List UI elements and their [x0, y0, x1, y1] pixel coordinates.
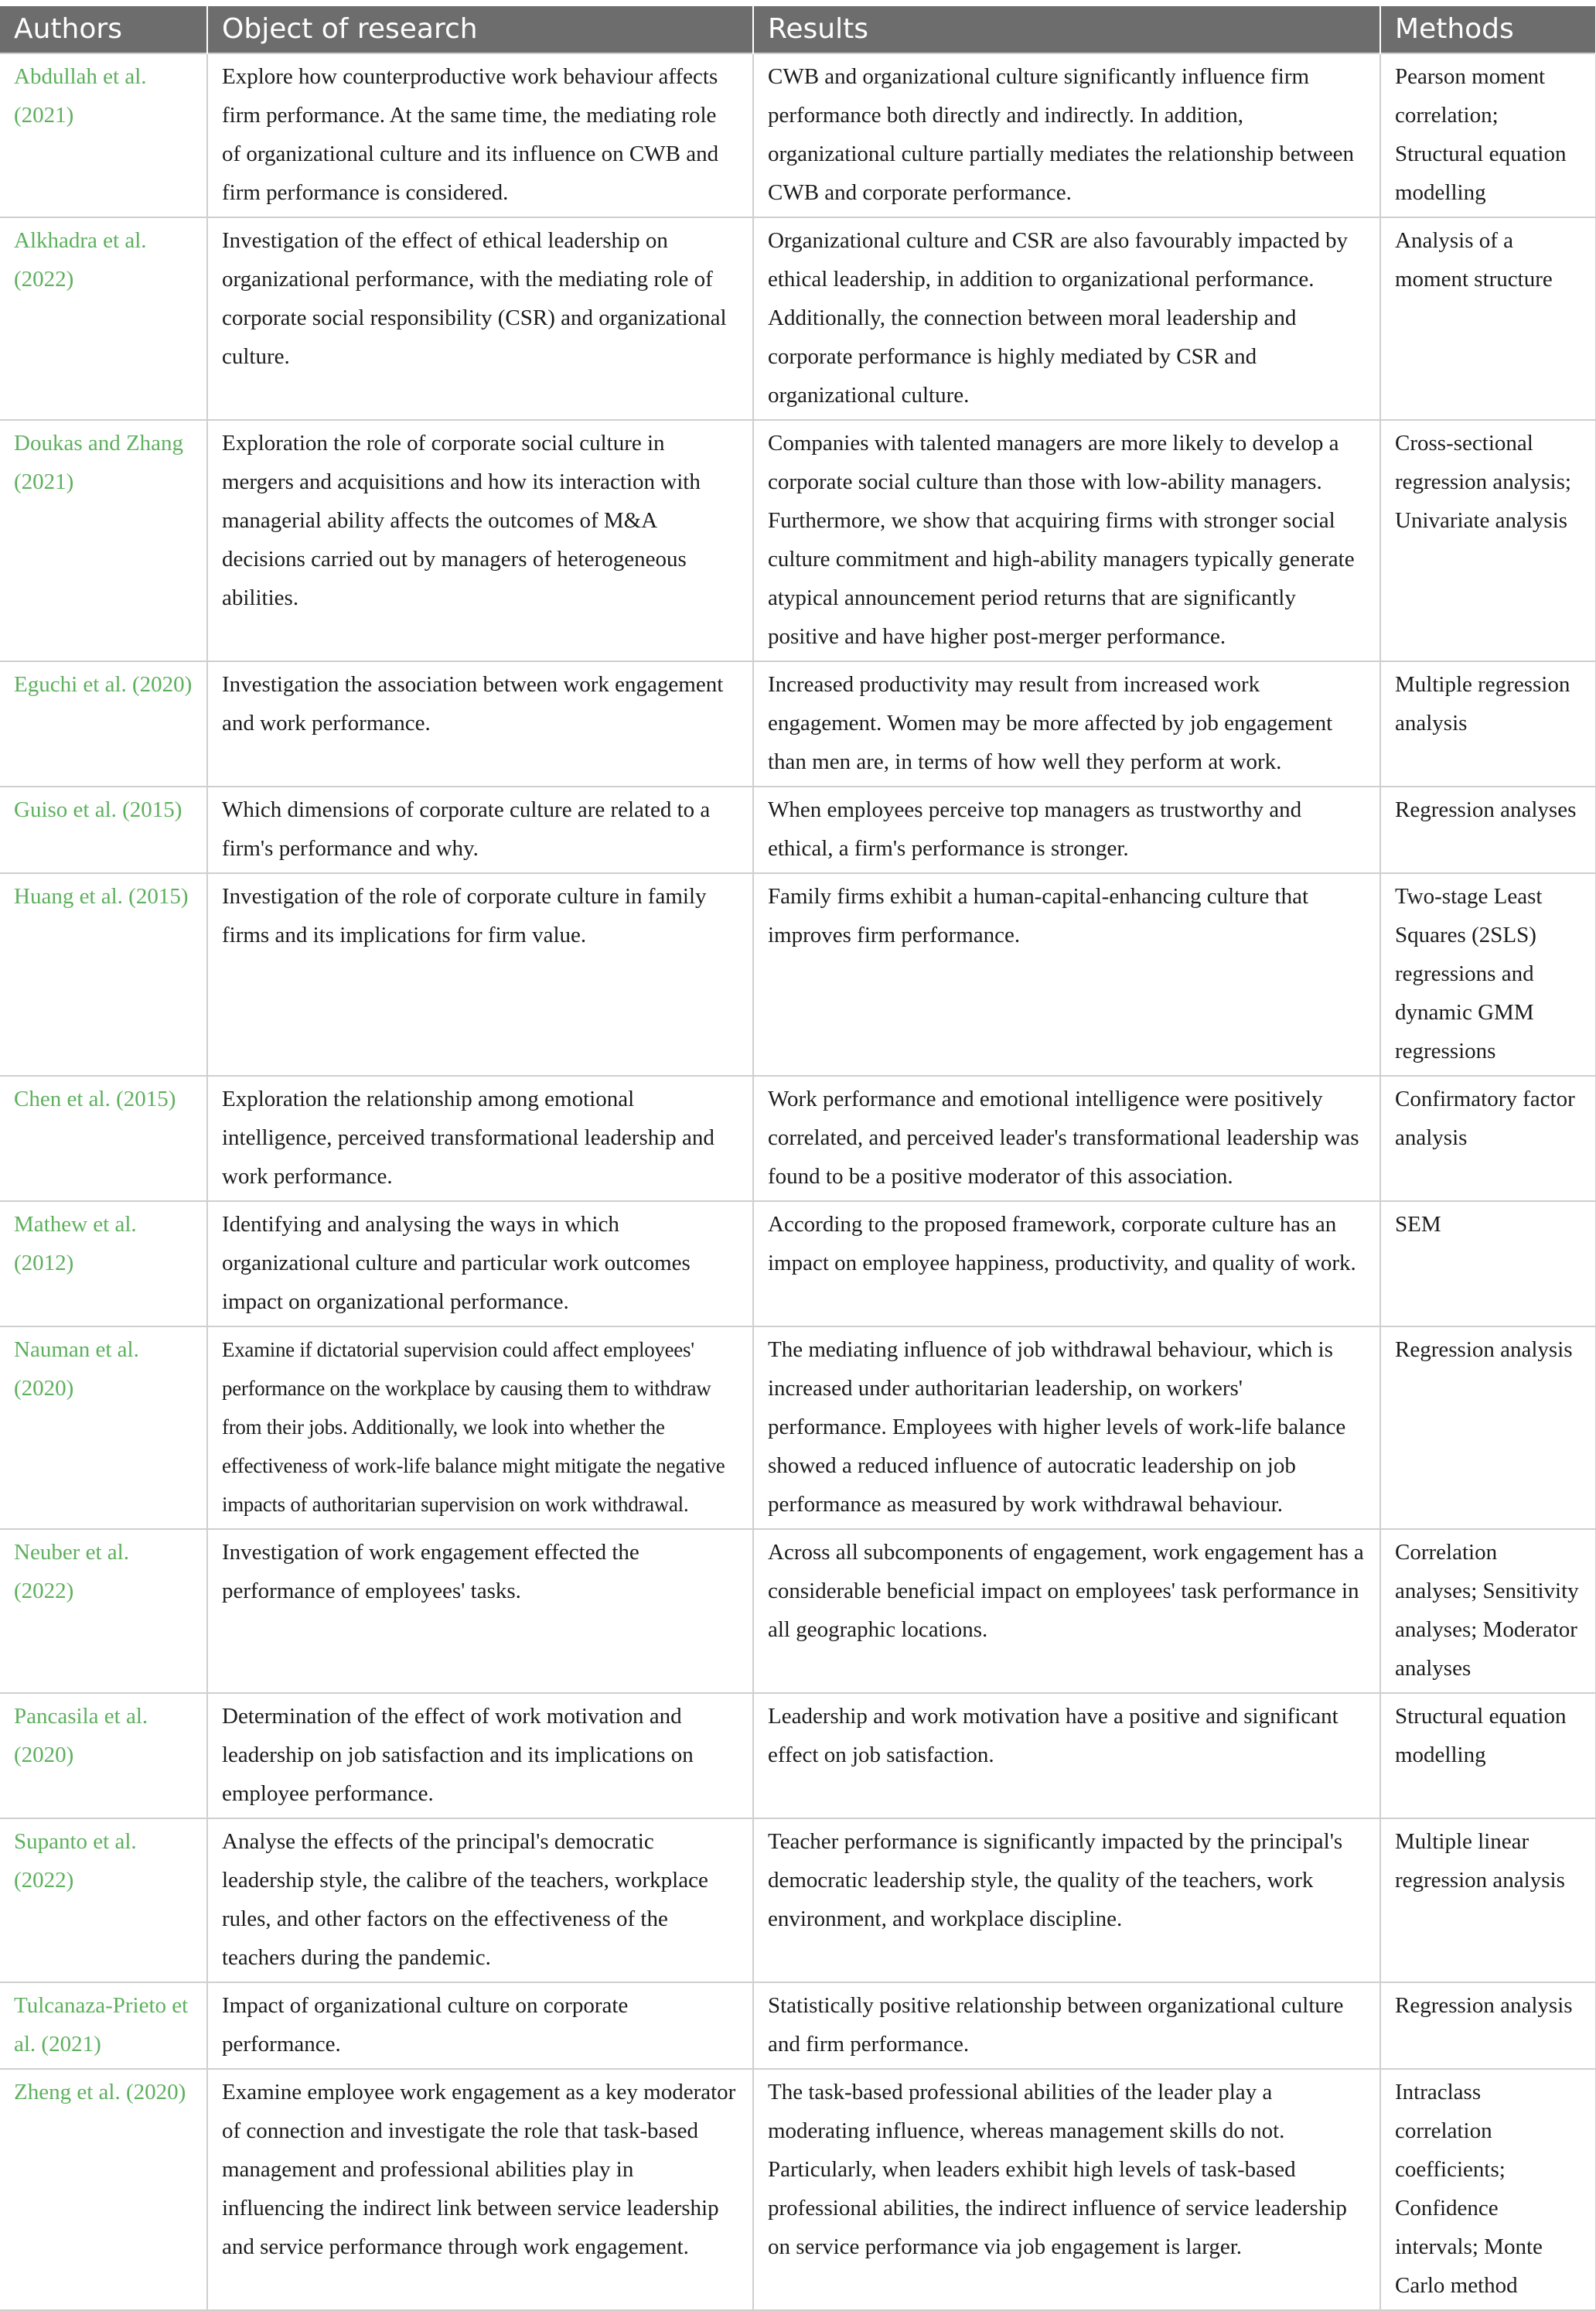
table-row — [0, 1201, 1596, 1326]
author-link[interactable]: Neuber et al. (2022) — [0, 1529, 207, 1693]
table-row — [0, 2069, 1596, 2310]
results-cell: The mediating influence of job withdrawal behaviour, which is increased under authoritarian leadership, on workers' performance. Employees with higher levels of work-life balance showed a reduced influence of autocratic leadership on job performance as measured by work withdrawal behaviour. — [753, 1326, 1380, 1529]
object-cell: Examine employee work engagement as a key moderator of connection and investigate the role that task-based management and professional abilities play in influencing the indirect link between service leadership and service performance through work engagement. — [207, 2069, 753, 2310]
object-cell: Exploration the role of corporate social culture in mergers and acquisitions and how its interaction with managerial ability affects the outcomes of M&A decisions carried out by managers of heterogeneous abilities. — [207, 420, 753, 661]
methods-cell: Correlation analyses; Sensitivity analyses; Moderator analyses — [1380, 1529, 1596, 1693]
object-cell: Impact of organizational culture on corporate performance. — [207, 1982, 753, 2069]
results-cell: Family firms exhibit a human-capital-enhancing culture that improves firm performance. — [753, 873, 1380, 1076]
results-cell: Increased productivity may result from increased work engagement. Women may be more affected by job engagement than men are, in terms of how well they perform at work. — [753, 661, 1380, 787]
methods-cell: Intraclass correlation coefficients; Confidence intervals; Monte Carlo method — [1380, 2069, 1596, 2310]
methods-cell: SEM — [1380, 1201, 1596, 1326]
author-link[interactable]: Doukas and Zhang (2021) — [0, 420, 207, 661]
results-cell: Statistically positive relationship between organizational culture and firm performance. — [753, 1982, 1380, 2069]
author-link[interactable]: Mathew et al. (2012) — [0, 1201, 207, 1326]
results-cell: Companies with talented managers are more likely to develop a corporate social culture than those with low-ability managers. Furthermore, we show that acquiring firms with stronger social culture commitment and high-ability managers typically generate atypical announcement period returns that are significantly positive and have higher post-merger performance. — [753, 420, 1380, 661]
header-row — [0, 6, 1596, 53]
methods-cell: Multiple regression analysis — [1380, 661, 1596, 787]
object-cell: Identifying and analysing the ways in which organizational culture and particular work outcomes impact on organizational performance. — [207, 1201, 753, 1326]
author-link[interactable]: Abdullah et al. (2021) — [0, 53, 207, 217]
table-row — [0, 1818, 1596, 1982]
header-authors: Authors — [0, 6, 207, 53]
results-cell: According to the proposed framework, corporate culture has an impact on employee happiness, productivity, and quality of work. — [753, 1201, 1380, 1326]
author-link[interactable]: Huang et al. (2015) — [0, 873, 207, 1076]
results-cell: Organizational culture and CSR are also favourably impacted by ethical leadership, in addition to organizational performance. Additionally, the connection between moral leadership and corporate performance is highly mediated by CSR and organizational culture. — [753, 217, 1380, 420]
table-row — [0, 1693, 1596, 1818]
author-link[interactable]: Guiso et al. (2015) — [0, 787, 207, 873]
results-cell: Across all subcomponents of engagement, work engagement has a considerable beneficial impact on employees' task performance in all geographic locations. — [753, 1529, 1380, 1693]
results-cell: When employees perceive top managers as trustworthy and ethical, a firm's performance is stronger. — [753, 787, 1380, 873]
author-link[interactable]: Eguchi et al. (2020) — [0, 661, 207, 787]
methods-cell: Regression analyses — [1380, 787, 1596, 873]
methods-cell: Regression analysis — [1380, 1326, 1596, 1529]
table-row — [0, 1326, 1596, 1529]
object-cell: Exploration the relationship among emotional intelligence, perceived transformational leadership and work performance. — [207, 1076, 753, 1201]
results-cell: The task-based professional abilities of the leader play a moderating influence, whereas management skills do not. Particularly, when leaders exhibit high levels of task-based professional abilities, the indirect influence of service leadership on service performance via job engagement is larger. — [753, 2069, 1380, 2310]
author-link[interactable]: Pancasila et al. (2020) — [0, 1693, 207, 1818]
author-link[interactable]: Supanto et al. (2022) — [0, 1818, 207, 1982]
object-cell: Determination of the effect of work motivation and leadership on job satisfaction and its implications on employee performance. — [207, 1693, 753, 1818]
object-cell: Investigation of the role of corporate culture in family firms and its implications for firm value. — [207, 873, 753, 1076]
methods-cell: Confirmatory factor analysis — [1380, 1076, 1596, 1201]
author-link[interactable]: Alkhadra et al. (2022) — [0, 217, 207, 420]
literature-table-container — [0, 6, 1596, 2311]
methods-cell: Cross-sectional regression analysis; Univariate analysis — [1380, 420, 1596, 661]
methods-cell: Regression analysis — [1380, 1982, 1596, 2069]
author-link[interactable]: Zheng et al. (2020) — [0, 2069, 207, 2310]
header-methods: Methods — [1380, 6, 1596, 53]
object-cell: Which dimensions of corporate culture are related to a firm's performance and why. — [207, 787, 753, 873]
methods-cell: Analysis of a moment structure — [1380, 217, 1596, 420]
table-row — [0, 661, 1596, 787]
results-cell: Teacher performance is significantly impacted by the principal's democratic leadership style, the quality of the teachers, work environment, and workplace discipline. — [753, 1818, 1380, 1982]
literature-review-table — [0, 6, 1596, 2311]
object-cell: Investigation of work engagement effected the performance of employees' tasks. — [207, 1529, 753, 1693]
results-cell: Work performance and emotional intelligence were positively correlated, and perceived leader's transformational leadership was found to be a positive moderator of this association. — [753, 1076, 1380, 1201]
header-results: Results — [753, 6, 1380, 53]
methods-cell: Multiple linear regression analysis — [1380, 1818, 1596, 1982]
object-cell: Examine if dictatorial supervision could affect employees' performance on the workplace by causing them to withdraw from their jobs. Additionally, we look into whether the effectiveness of work-life balance might mitigate the negative impacts of authoritarian supervision on work withdrawal. — [207, 1326, 753, 1529]
methods-cell: Structural equation modelling — [1380, 1693, 1596, 1818]
table-row — [0, 420, 1596, 661]
results-cell: Leadership and work motivation have a positive and significant effect on job satisfaction. — [753, 1693, 1380, 1818]
methods-cell: Pearson moment correlation; Structural equation modelling — [1380, 53, 1596, 217]
table-row — [0, 873, 1596, 1076]
table-row — [0, 53, 1596, 217]
author-link[interactable]: Tulcanaza-Prieto et al. (2021) — [0, 1982, 207, 2069]
methods-cell: Two-stage Least Squares (2SLS) regressions and dynamic GMM regressions — [1380, 873, 1596, 1076]
table-row — [0, 1076, 1596, 1201]
author-link[interactable]: Chen et al. (2015) — [0, 1076, 207, 1201]
table-row — [0, 787, 1596, 873]
author-link[interactable]: Nauman et al. (2020) — [0, 1326, 207, 1529]
table-row — [0, 1529, 1596, 1693]
object-cell: Investigation of the effect of ethical leadership on organizational performance, with the mediating role of corporate social responsibility (CSR) and organizational culture. — [207, 217, 753, 420]
object-cell: Investigation the association between work engagement and work performance. — [207, 661, 753, 787]
results-cell: CWB and organizational culture significantly influence firm performance both directly and indirectly. In addition, organizational culture partially mediates the relationship between CWB and corporate performance. — [753, 53, 1380, 217]
table-row — [0, 1982, 1596, 2069]
object-cell: Analyse the effects of the principal's democratic leadership style, the calibre of the teachers, workplace rules, and other factors on the effectiveness of the teachers during the pandemic. — [207, 1818, 753, 1982]
table-row — [0, 217, 1596, 420]
header-object-of-research: Object of research — [207, 6, 753, 53]
object-cell: Explore how counterproductive work behaviour affects firm performance. At the same time, the mediating role of organizational culture and its influence on CWB and firm performance is considered. — [207, 53, 753, 217]
